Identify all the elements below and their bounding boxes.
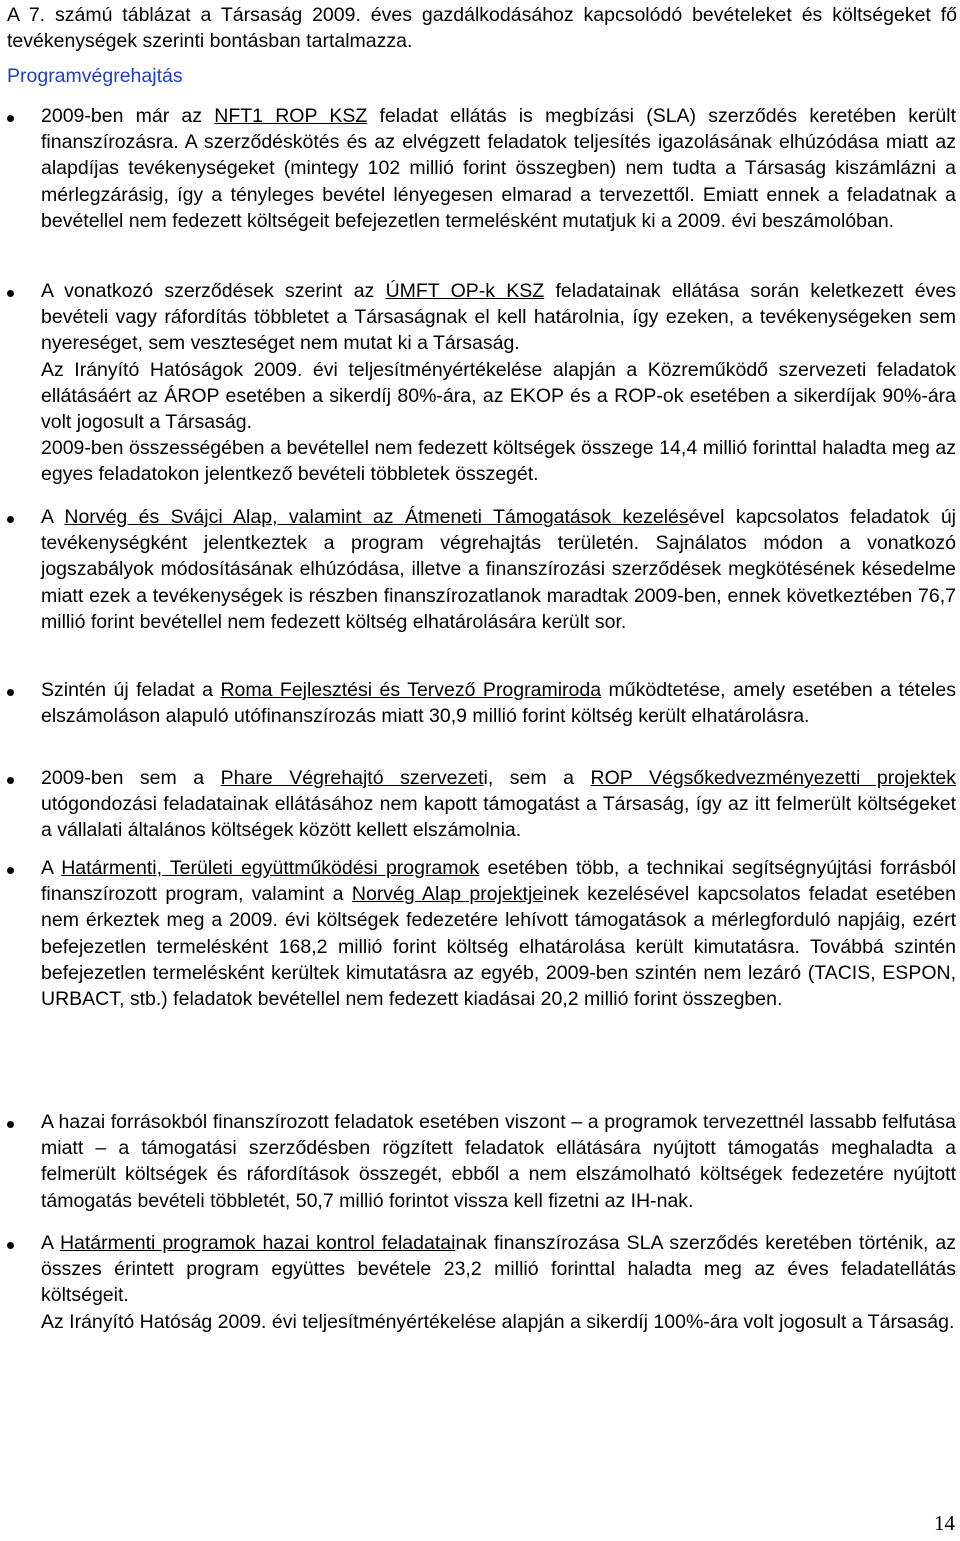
paragraph [41, 1230, 956, 1309]
list-item-text [41, 504, 956, 635]
text-run: inek kezelésével kapcsolatos feladat esetében nem érkeztek meg a 2009. évi költségek fedezetére lehívott támogatások a mérlegforduló napjáig, ezért befejezetlen termelésként 168,2 millió forint költség elhatárolása került kimutatásra. Továbbá szintén befejezetlen termelésként kerültek kimutatásra az egyéb, 2009-ben szintén nem lezáró (TACIS, ESPON, URBACT, stb.) feladatok bevétellel nem fedezett kiadásai 20,2 millió forint összegben. [41, 883, 956, 1011]
bullet-icon [7, 867, 14, 874]
text-run: A vonatkozó szerződések szerint az [41, 280, 386, 302]
list-item-text [41, 1230, 956, 1335]
text-run: A [41, 506, 65, 528]
intro-paragraph: A 7. számú táblázat a Társaság 2009. éves gazdálkodásához kapcsolódó bevételeket és költségeket fő tevékenységek szerinti bontásban tartalmazza. [7, 4, 957, 53]
text-run: Szintén új feladat a [41, 679, 221, 701]
underlined-term: Norvég és Svájci Alap, valamint az Átmeneti Támogatások kezelés [64, 506, 689, 528]
underlined-term: NFT1 ROP KSZ [214, 105, 368, 127]
text-run: nak finanszírozása SLA szerződés keretében történik, az összes érintett program együttes bevétele 23,2 millió forinttal haladta meg az éves feladatellátás költségeit. [41, 1232, 956, 1307]
section-heading: Programvégrehajtás [7, 65, 183, 87]
underlined-term: ÚMFT OP-k KSZ [385, 280, 545, 302]
text-run: 2009-ben már az [41, 105, 215, 127]
bullet-icon [7, 1242, 14, 1249]
bullet-icon [7, 1121, 14, 1128]
list-item-text [41, 855, 956, 1012]
list-item-text [41, 103, 956, 234]
text-run: működtetése, amely esetében a tételes elszámoláson alapuló utófinanszírozás miatt 30,9 millió forint költség került elhatárolásra. [41, 679, 956, 728]
list-item-text [41, 677, 956, 729]
text-run: i, sem a [483, 767, 591, 789]
list-item-text [41, 765, 956, 844]
text-run: utógondozási feladatainak ellátásához nem kapott támogatást a Társaság, így az itt felmerült költségeket a vállalati általános költségek között kellett elszámolnia. [41, 793, 956, 842]
text-run: esetében több, a technikai segítségnyújtási forrásból finanszírozott program, valamint a [41, 857, 956, 906]
text-run: ével kapcsolatos feladatok új tevékenységként jelentkeztek a program végrehajtás területén. Sajnálatos módon a vonatkozó jogszabályok módosításának elhúzódása, illetve a finanszírozási szerződések megkötésének késedelme miatt ezek a tevékenységek is részben finanszírozatlanok maradtak 2009-ben, ennek következtében 76,7 millió forint bevétellel nem fedezett költség elhatárolására került sor. [41, 506, 956, 633]
text-run: A [41, 1232, 60, 1254]
underlined-term: Határmenti, Területi együttműködési programok [61, 857, 480, 879]
bullet-icon [7, 115, 14, 122]
text-run: 2009-ben sem a [41, 767, 221, 789]
underlined-term: Roma Fejlesztési és Tervező Programiroda [220, 679, 602, 701]
text-run: A [41, 857, 62, 879]
paragraph: Az Irányító Hatóságok 2009. évi teljesítményértékelése alapján a Közreműködő szervezeti feladatok ellátásáért az ÁROP esetében a sikerdíj 80%-ára, az EKOP és a ROP-ok esetében a sikerdíjak 90%-ára volt jogosult a Társaság. [41, 358, 956, 434]
underlined-term: Határmenti programok hazai kontrol feladatai [59, 1232, 456, 1254]
list-item-text: A hazai forrásokból finanszírozott feladatok esetében viszont – a programok tervezettnél lassabb felfutása miatt – a támogatási szerződésben rögzített feladatok ellátására nyújtott támogatás meghaladta a felmerült költségek és ráfordítások összegét, ebből a nem elszámolható költségek fedezetére nyújtott támogatás bevételi többletét, 50,7 millió forintot vissza kell fizetni az IH-nak. [41, 1111, 956, 1212]
underlined-term: Norvég Alap projektje [351, 883, 544, 906]
paragraph [41, 278, 956, 357]
list-item-text [41, 278, 956, 488]
paragraph: 2009-ben összességében a bevétellel nem fedezett költségek összege 14,4 millió forinttal haladta meg az egyes feladatokon jelentkező bevételi többletek összegét. [41, 437, 956, 486]
bullet-icon [7, 777, 14, 784]
page-number: 14 [934, 1510, 955, 1535]
text-run: feladat ellátás is megbízási (SLA) szerződés keretében került finanszírozásra. A szerződéskötés és az elvégzett feladatok teljesítés igazolásának elhúzódása miatt az alapdíjas tevékenységeket (mintegy 102 millió forint összegben) nem tudta a Társaság kiszámlázni a mérlegzárásig, így a tényleges bevétel lényegesen elmarad a tervezettől. Emiatt ennek a feladatnak a bevétellel nem fedezett költségeit befejezetlen termelésként mutatjuk ki a 2009. évi beszámolóban. [41, 105, 956, 232]
underlined-term: Phare Végrehajtó szervezet [220, 767, 484, 789]
bullet-icon [7, 689, 14, 696]
paragraph: Az Irányító Hatóság 2009. évi teljesítményértékelése alapján a sikerdíj 100%-ára volt jogosult a Társaság. [41, 1310, 955, 1333]
bullet-icon [7, 290, 14, 297]
text-run: feladatainak ellátása során keletkezett éves bevételi vagy ráfordítás többletet a Társaságnak el kell határolnia, így ezeken, a tevékenységeken sem nyereséget, sem veszteséget nem mutat ki a Társaság. [41, 280, 956, 355]
bullet-icon [7, 516, 14, 523]
underlined-term: ROP Végsőkedvezményezetti projektek [590, 767, 956, 789]
